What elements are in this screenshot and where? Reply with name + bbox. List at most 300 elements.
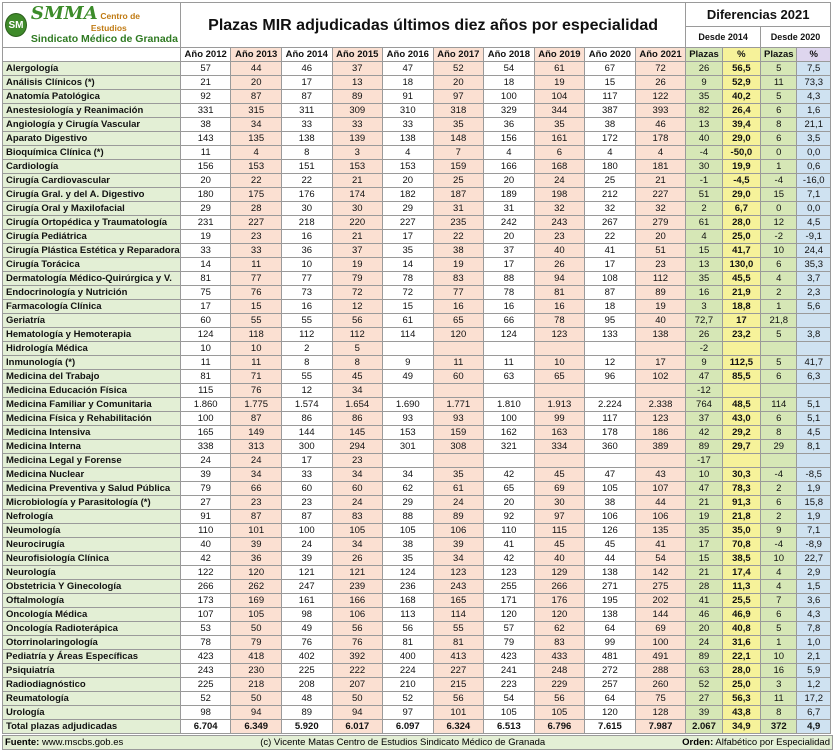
data-cell: 16 [433,300,484,314]
data-cell: 22,7 [797,552,831,566]
data-cell: 32 [585,202,636,216]
data-cell: 34 [231,118,282,132]
data-cell: -50,0 [722,146,760,160]
data-cell: 49 [281,622,332,636]
data-cell: 222 [332,664,383,678]
data-cell: 12 [281,384,332,398]
smg-logo-icon: SM [5,13,27,37]
data-cell: 26 [332,552,383,566]
data-cell [761,454,797,468]
data-cell: 491 [635,650,686,664]
data-cell: 1.860 [180,398,231,412]
data-cell: 40 [686,132,722,146]
data-cell: 15 [383,300,434,314]
data-cell: 96 [585,370,636,384]
data-cell: 79 [231,636,282,650]
data-cell: 34 [383,468,434,482]
data-cell: 272 [585,664,636,678]
data-cell: 31 [433,202,484,216]
data-cell: 45 [332,370,383,384]
data-cell: 76 [332,636,383,650]
data-cell: 18 [484,76,535,90]
data-cell: 12 [332,300,383,314]
data-cell: 117 [585,90,636,104]
data-cell: 60 [180,314,231,328]
data-cell: 433 [534,650,585,664]
data-cell: 329 [484,104,535,118]
data-cell: 17 [180,300,231,314]
data-cell: 8 [761,706,797,720]
data-cell: 39,4 [722,118,760,132]
data-cell: 29,2 [722,426,760,440]
data-cell: 8 [761,118,797,132]
data-cell: 40,2 [722,90,760,104]
data-cell: 35 [433,468,484,482]
data-cell: 135 [635,524,686,538]
data-cell: 17 [635,356,686,370]
data-cell: 108 [585,272,636,286]
data-cell: 176 [281,188,332,202]
data-cell: 54 [484,62,535,76]
data-cell: 45,5 [722,272,760,286]
data-cell: 28,0 [722,216,760,230]
data-cell: 64 [585,692,636,706]
data-cell: 72,7 [686,314,722,328]
data-cell: 66 [484,314,535,328]
data-cell: 300 [281,440,332,454]
data-cell: 23 [534,230,585,244]
data-cell: 41 [686,594,722,608]
data-cell: 3 [761,678,797,692]
data-cell: 28 [231,202,282,216]
data-cell: 98 [281,608,332,622]
data-cell: 4,9 [797,720,831,734]
data-cell: 38 [383,538,434,552]
data-cell: 151 [281,160,332,174]
data-cell: 98 [180,706,231,720]
data-cell: 176 [534,594,585,608]
data-cell: 8 [281,356,332,370]
data-cell: 6 [761,258,797,272]
data-cell: 1.775 [231,398,282,412]
data-cell: 171 [484,594,535,608]
data-cell: 65 [433,314,484,328]
data-cell: 117 [585,412,636,426]
data-cell: 46 [635,118,686,132]
data-cell: 1.913 [534,398,585,412]
table-row [3,594,831,608]
data-cell: 24 [433,496,484,510]
data-cell: 294 [332,440,383,454]
data-cell: 91 [180,510,231,524]
data-cell: 3,8 [797,328,831,342]
data-cell: 4 [761,580,797,594]
data-cell: 215 [433,678,484,692]
data-cell: 37 [484,244,535,258]
data-cell: 6.796 [534,720,585,734]
data-cell: 2.338 [635,398,686,412]
data-cell: -4,5 [722,174,760,188]
table-row [3,524,831,538]
data-cell: 231 [180,216,231,230]
data-cell: 23 [635,258,686,272]
data-cell: 142 [635,566,686,580]
data-cell: 481 [585,650,636,664]
data-cell: 40 [534,552,585,566]
data-cell: 6,7 [797,706,831,720]
data-cell: 1.771 [433,398,484,412]
data-cell: 86 [281,412,332,426]
column-header: Año 2021 [635,48,686,62]
table-row [3,510,831,524]
data-cell: 1 [761,300,797,314]
data-cell: -9,1 [797,230,831,244]
table-row [3,664,831,678]
data-cell: 19,9 [722,160,760,174]
specialty-name: Medicina Familiar y Comunitaria [3,398,181,412]
data-cell: 120 [231,566,282,580]
data-cell: 93 [383,412,434,426]
data-cell: 78 [484,286,535,300]
data-cell: 37 [332,62,383,76]
data-cell: 1,5 [797,580,831,594]
data-cell [761,384,797,398]
footer-fuente: Fuente: www.mscbs.gob.es [5,737,124,748]
data-cell: 35 [433,118,484,132]
data-cell: 52 [686,678,722,692]
table-row [3,216,831,230]
data-cell: 124 [383,566,434,580]
data-cell: 16 [281,300,332,314]
data-cell [585,384,636,398]
data-cell: 400 [383,650,434,664]
data-cell: 2,3 [797,286,831,300]
data-cell: 19 [686,510,722,524]
table-row [3,650,831,664]
data-cell: 88 [383,510,434,524]
data-cell: 338 [180,440,231,454]
data-cell: 11 [180,146,231,160]
data-cell: 47 [686,482,722,496]
data-cell: 0,0 [797,146,831,160]
data-cell: 163 [534,426,585,440]
table-row [3,370,831,384]
data-cell: 35 [383,244,434,258]
data-cell: 123 [484,566,535,580]
data-cell: 92 [484,510,535,524]
specialty-name: Anestesiología y Reanimación [3,104,181,118]
data-cell: 26 [686,62,722,76]
data-cell: 73 [281,286,332,300]
data-cell: 105 [231,608,282,622]
specialty-name: Medicina del Trabajo [3,370,181,384]
data-cell: 40 [635,314,686,328]
data-cell: 8 [281,146,332,160]
data-cell: 7,1 [797,524,831,538]
data-cell: 36 [484,118,535,132]
data-cell: 243 [180,664,231,678]
data-cell: 159 [433,426,484,440]
data-cell: 112,5 [722,356,760,370]
data-cell: 159 [433,160,484,174]
table-row [3,440,831,454]
data-cell: 35 [686,524,722,538]
data-cell: 243 [433,580,484,594]
data-cell: 6.704 [180,720,231,734]
data-cell: 44 [635,496,686,510]
data-cell: 3 [686,300,722,314]
data-cell: 40 [180,538,231,552]
data-cell: 18 [585,300,636,314]
data-cell: 93 [433,412,484,426]
data-cell: 38 [585,496,636,510]
data-cell: 4 [761,566,797,580]
column-header: Año 2013 [231,48,282,62]
data-cell: 22 [433,230,484,244]
data-cell: 79 [332,272,383,286]
table-body [3,62,831,734]
data-cell: 12 [585,356,636,370]
data-cell: 101 [231,524,282,538]
column-header: Año 2012 [180,48,231,62]
data-cell: 242 [484,216,535,230]
data-cell: 122 [180,566,231,580]
data-cell: 1.810 [484,398,535,412]
column-header-row [3,48,831,62]
data-cell: 162 [484,426,535,440]
data-cell: 21 [332,174,383,188]
data-cell: 4 [686,230,722,244]
data-cell: 14 [383,258,434,272]
data-cell: 56 [332,622,383,636]
data-cell: -1 [686,174,722,188]
data-cell: 334 [534,440,585,454]
data-cell: 13 [332,76,383,90]
data-cell [383,454,434,468]
data-cell: 266 [180,580,231,594]
corner-cell [3,48,181,62]
data-cell: 11 [231,356,282,370]
data-cell: 56 [383,622,434,636]
data-cell: 392 [332,650,383,664]
data-cell: 54 [484,692,535,706]
table-row [3,496,831,510]
data-cell: 4 [761,272,797,286]
data-cell: 315 [231,104,282,118]
data-cell [722,342,760,356]
data-cell: 34 [332,384,383,398]
data-cell: 45 [585,538,636,552]
table-row [3,132,831,146]
data-cell: 230 [231,664,282,678]
specialty-name: Medicina Interna [3,440,181,454]
data-cell: 208 [281,678,332,692]
data-cell: 3 [332,146,383,160]
data-cell: 17 [722,314,760,328]
data-cell: 112 [332,328,383,342]
data-cell: 207 [332,678,383,692]
data-cell: 6.017 [332,720,383,734]
data-cell: 189 [484,188,535,202]
data-cell: 168 [383,594,434,608]
data-cell: 17 [383,230,434,244]
data-cell: 39 [433,538,484,552]
data-cell: 41,7 [722,244,760,258]
data-cell: 67 [585,62,636,76]
data-cell: 89 [686,650,722,664]
data-cell: -4 [761,174,797,188]
data-cell: 76 [231,286,282,300]
specialty-name: Cirugía Cardiovascular [3,174,181,188]
data-cell: 418 [231,650,282,664]
data-cell: 27 [686,692,722,706]
data-cell: 83 [332,510,383,524]
data-cell: 41 [484,538,535,552]
data-cell: 87 [281,510,332,524]
column-header: % [797,48,831,62]
data-cell [797,342,831,356]
data-cell: 87 [281,90,332,104]
table-row [3,76,831,90]
data-cell: 24 [332,496,383,510]
data-cell: 7,8 [797,622,831,636]
data-cell: 11,3 [722,580,760,594]
data-cell: 168 [534,160,585,174]
data-cell: 17,4 [722,566,760,580]
data-cell: 21 [686,566,722,580]
data-cell: 6 [761,496,797,510]
data-cell: 26 [635,76,686,90]
spreadsheet [2,2,837,748]
data-cell: 24,4 [797,244,831,258]
data-cell: 372 [761,720,797,734]
data-cell: 39 [180,468,231,482]
data-cell: 2.224 [585,398,636,412]
data-cell: 46,9 [722,608,760,622]
footer-orden: Orden: Alfabético por Especialidad [682,737,830,748]
data-cell: 239 [332,580,383,594]
data-cell: 121 [281,566,332,580]
data-cell: 45 [534,468,585,482]
table-row [3,62,831,76]
table-row [3,720,831,734]
data-cell: 2,1 [797,650,831,664]
data-cell: 55 [231,314,282,328]
data-cell: 105 [484,706,535,720]
page-title: Plazas MIR adjudicadas últimos diez años por especialidad [180,3,685,48]
data-cell: 42 [484,468,535,482]
data-cell: 43,8 [722,706,760,720]
data-cell: 63 [686,664,722,678]
data-cell: 81 [534,286,585,300]
column-header: Plazas [686,48,722,62]
data-cell: 20 [433,76,484,90]
table-row [3,636,831,650]
table-row [3,608,831,622]
data-cell: 30 [534,496,585,510]
data-cell: 139 [332,132,383,146]
data-cell: 110 [180,524,231,538]
data-cell: 102 [635,370,686,384]
data-cell: 271 [585,580,636,594]
data-cell: 49 [383,370,434,384]
data-cell: 77 [281,272,332,286]
data-cell [797,314,831,328]
specialty-name: Medicina Preventiva y Salud Pública [3,482,181,496]
data-cell: 360 [585,440,636,454]
data-cell [484,384,535,398]
data-cell: 120 [585,706,636,720]
column-header: Año 2018 [484,48,535,62]
data-cell: 33 [383,118,434,132]
data-cell: 94 [534,272,585,286]
data-cell: 126 [585,524,636,538]
data-cell: 28,0 [722,664,760,678]
data-cell: 35 [534,118,585,132]
data-cell: 29 [180,202,231,216]
data-cell: 24 [180,454,231,468]
data-cell: 19 [433,258,484,272]
data-cell: 2.067 [686,720,722,734]
data-cell: 6 [761,412,797,426]
table-row [3,146,831,160]
data-cell: 55 [281,314,332,328]
table-row [3,258,831,272]
data-cell: 88 [484,272,535,286]
data-cell: 22 [585,230,636,244]
data-cell: 218 [231,678,282,692]
data-cell: 166 [484,160,535,174]
data-cell: 39 [231,538,282,552]
data-cell: 4,5 [797,426,831,440]
data-cell: 56 [332,314,383,328]
data-cell: 1.690 [383,398,434,412]
data-cell: 71 [231,370,282,384]
data-cell: 29 [761,440,797,454]
data-cell: 48,5 [722,398,760,412]
data-cell: 218 [281,216,332,230]
data-cell: 92 [180,90,231,104]
data-cell: 26 [686,328,722,342]
data-cell: 29 [383,496,434,510]
specialty-name: Medicina Intensiva [3,426,181,440]
data-cell: -2 [686,342,722,356]
data-cell: 91,3 [722,496,760,510]
specialty-name: Bioquímica Clínica (*) [3,146,181,160]
data-cell: 13 [686,258,722,272]
data-cell: 21,9 [722,286,760,300]
data-cell: 26,4 [722,104,760,118]
data-cell: 11 [484,356,535,370]
data-cell: 198 [534,188,585,202]
data-cell: 321 [484,440,535,454]
data-cell: 423 [180,650,231,664]
data-cell: 2 [761,482,797,496]
data-cell: 9 [383,356,434,370]
data-cell: 35,0 [722,524,760,538]
data-cell: 33 [332,118,383,132]
data-cell: 175 [231,188,282,202]
data-cell: 105 [534,706,585,720]
data-cell: 9 [686,356,722,370]
table-row [3,174,831,188]
data-cell: 89 [281,706,332,720]
column-header: Plazas [761,48,797,62]
data-cell: 53 [180,622,231,636]
data-cell: 4,3 [797,608,831,622]
data-cell: 33 [231,244,282,258]
data-cell: 87 [231,510,282,524]
